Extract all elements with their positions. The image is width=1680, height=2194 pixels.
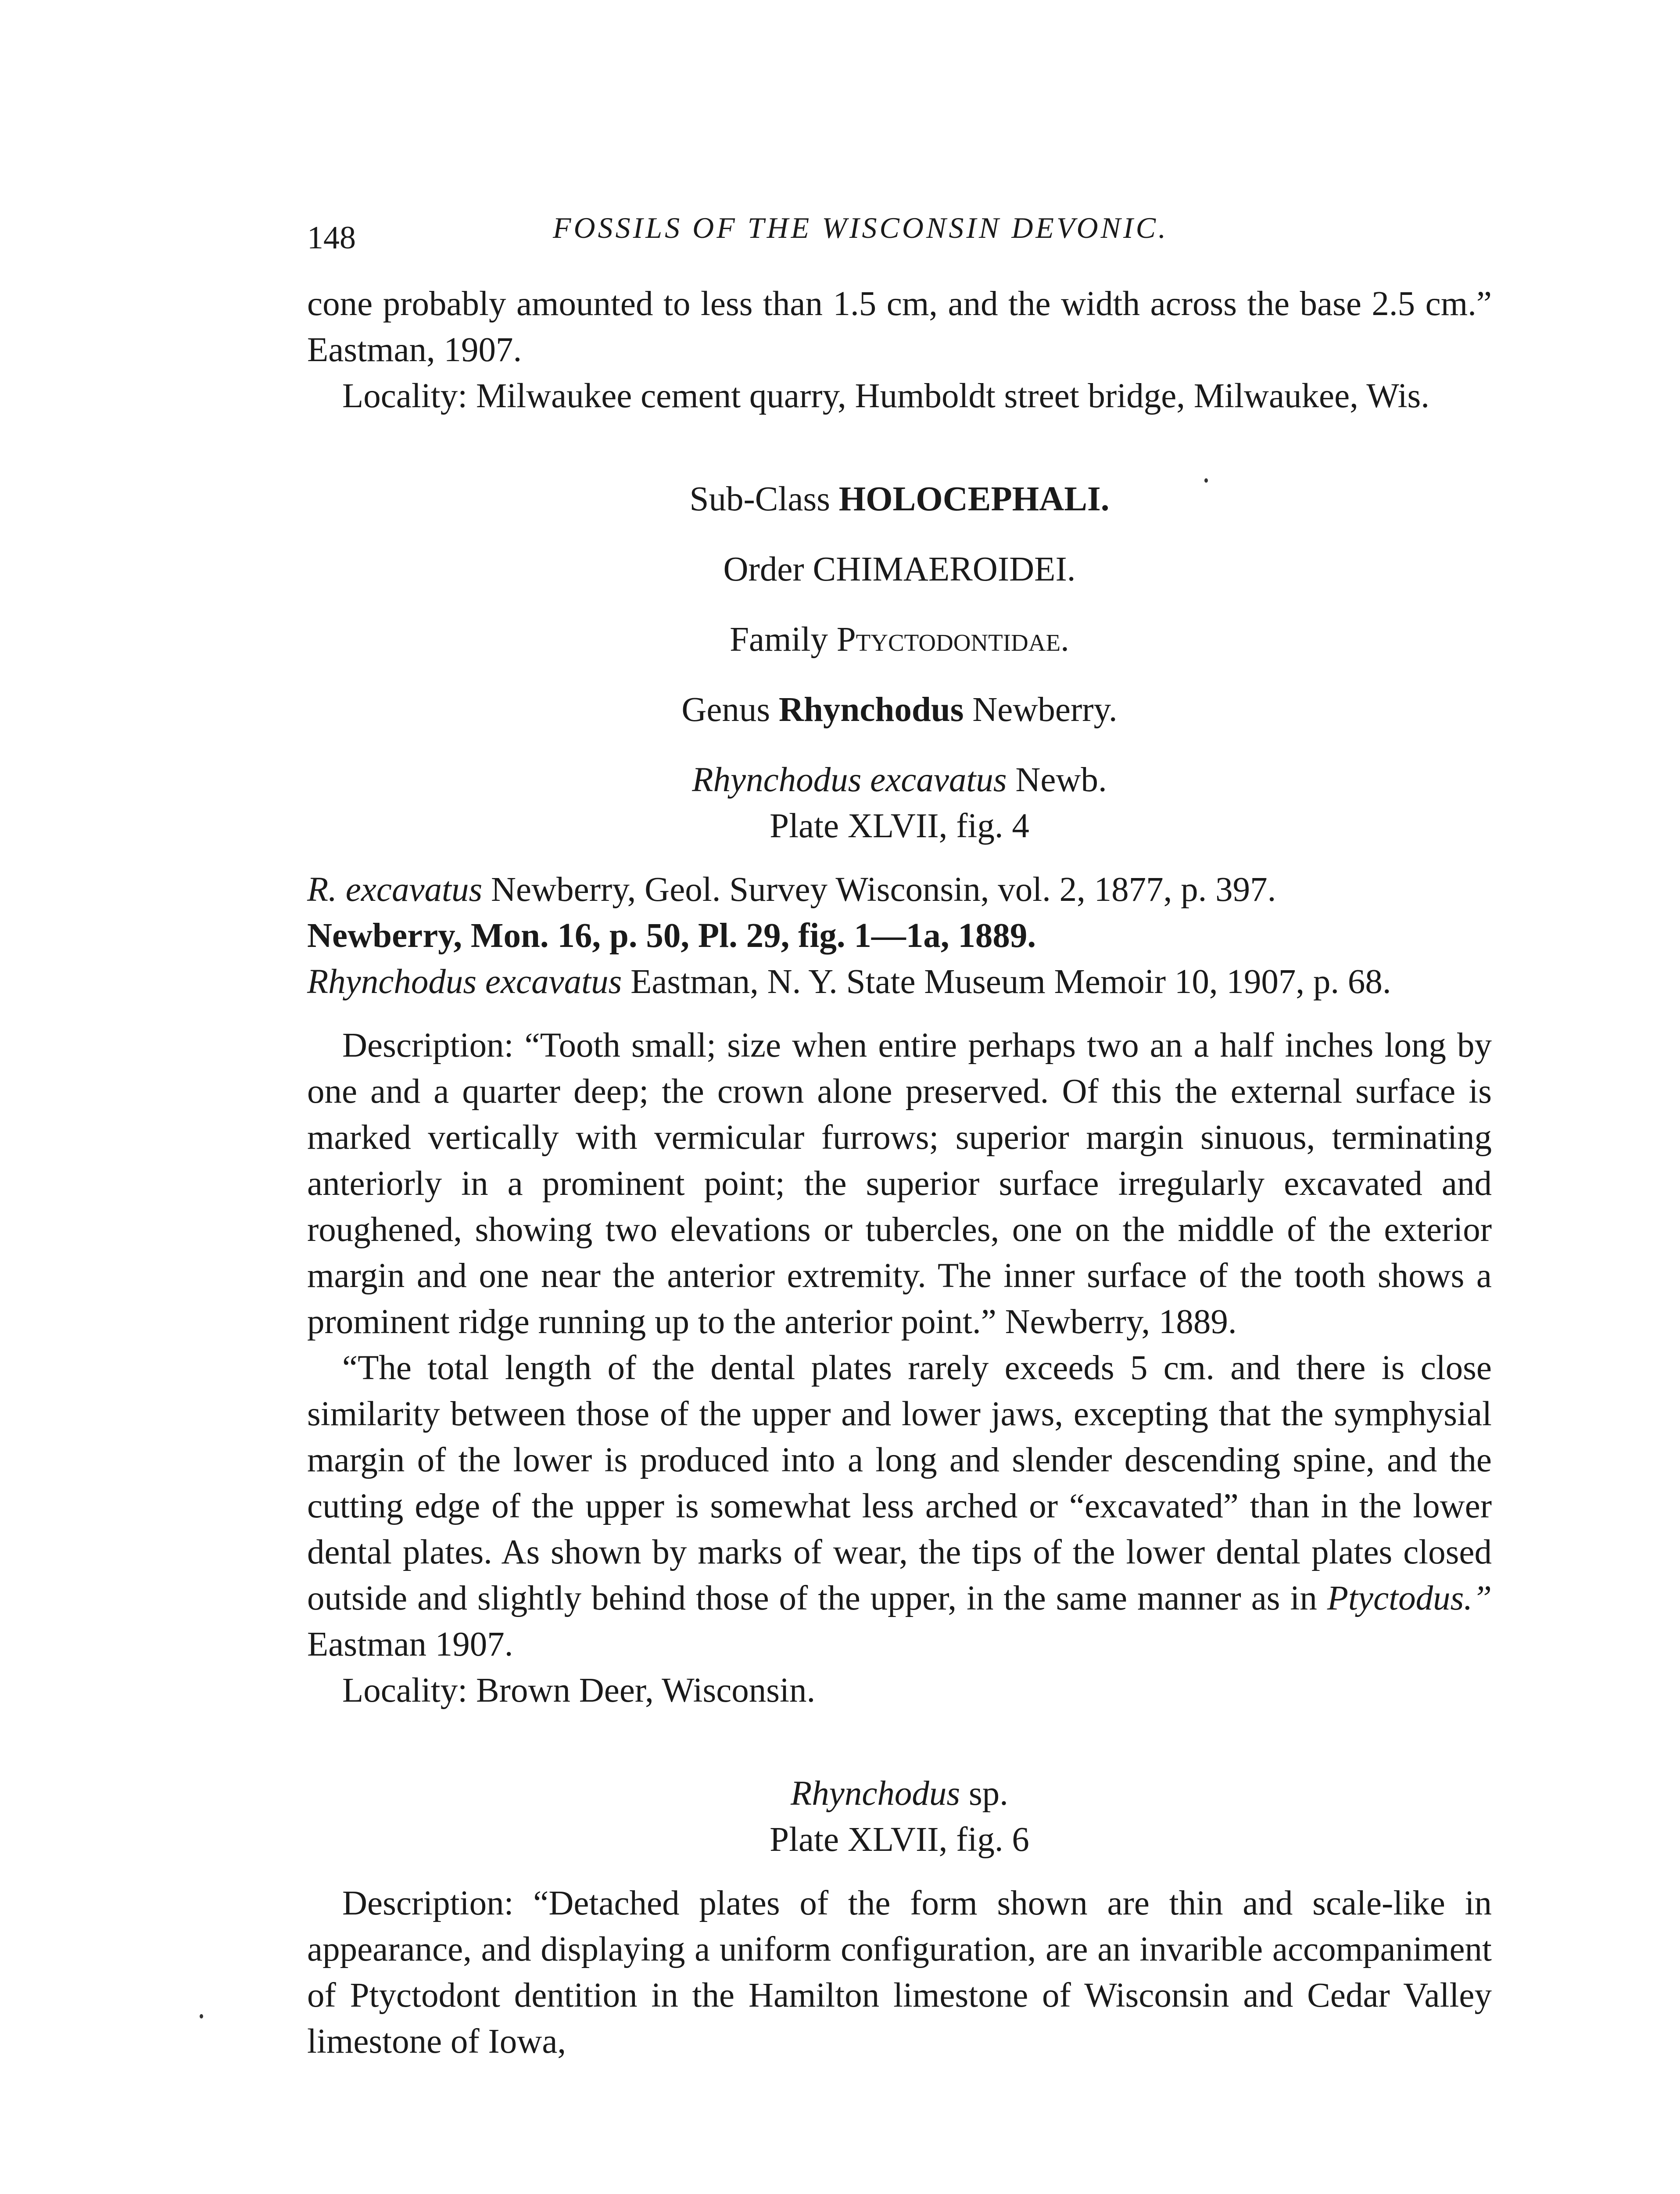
plate-reference-2: Plate XLVII, fig. 6 [770, 1821, 1029, 1859]
species-author-1: Newb. [1015, 761, 1107, 799]
synonymy-ref-2 [307, 913, 1492, 959]
intro-text: cone probably amounted to less than 1.5 cm, and the width across the base 2.5 cm.” [307, 285, 1492, 323]
locality-paragraph-1 [307, 373, 1492, 419]
description-text: “Tooth small; size when entire perhaps two an a half inches long by one and a quarter deep; the crown alone preserved. Of this the external surface is marked vertically with vermicular furrows; superior margin sinuous, terminating anteriorly in a prominent point; the superior surface irregularly excavated and roughened, showing two elevations or tubercles, one on the middle of the exterior margin and one near the anterior extremity. The inner surface of the tooth shows a prominent ridge running up to the anterior point.” Newberry, 1889. [307, 1026, 1492, 1341]
ref-text: Eastman, N. Y. State Museum Memoir 10, 1907, p. 68. [630, 963, 1391, 1001]
locality-label: Locality: [342, 377, 468, 415]
print-speck [1204, 478, 1208, 483]
locality-paragraph-2 [307, 1667, 1492, 1714]
family-prefix: Family [730, 620, 828, 659]
ref-italic: Rhynchodus excavatus [307, 963, 622, 1001]
description-text: “Detached plates of the form shown are thin and scale-like in appearance, and displaying a uniform configuration, are an invarible accompaniment of Ptyctodont dentition in the Hamilton limestone of Wisconsin and Cedar Valley limestone of Iowa, [307, 1884, 1492, 2061]
description-label: Description: [342, 1026, 514, 1065]
ref-text: Newberry, Mon. 16, p. 50, Pl. 29, fig. 1—1a, 1889. [307, 917, 1036, 955]
description-label: Description: [342, 1884, 514, 1922]
intro-author: Eastman, 1907. [307, 331, 522, 369]
locality-text: Brown Deer, Wisconsin. [476, 1671, 816, 1710]
genus-heading [307, 687, 1492, 733]
family-heading [307, 617, 1492, 663]
genus-author: Newberry. [972, 691, 1118, 729]
synonymy-ref-1 [307, 867, 1492, 913]
locality-label: Locality: [342, 1671, 468, 1710]
ref-italic: R. excavatus [307, 871, 483, 909]
quote-paragraph [307, 1345, 1492, 1667]
intro-paragraph [307, 281, 1492, 373]
body-text [307, 281, 1492, 2065]
print-speck [200, 2014, 203, 2018]
genus-name: Rhynchodus [778, 691, 964, 729]
species-heading-1 [307, 757, 1492, 803]
species-name-1: Rhynchodus excavatus [692, 761, 1007, 799]
quote-author: Eastman 1907. [307, 1625, 513, 1663]
species-heading-2 [307, 1771, 1492, 1817]
running-title: FOSSILS OF THE WISCONSIN DEVONIC. [553, 211, 1168, 244]
plate-reference-1: Plate XLVII, fig. 4 [770, 807, 1029, 845]
subclass-heading [307, 476, 1492, 522]
quote-italic: Ptyctodus.” [1327, 1579, 1492, 1617]
quote-text: “The total length of the dental plates rarely exceeds 5 cm. and there is close similarity between those of the upper and lower jaws, excepting that the symphysial margin of the lower is produced into a long and slender descending spine, and the cutting edge of the upper is somewhat less arched or “excavated” than in the lower dental plates. As shown by marks of wear, the tips of the lower dental plates closed outside and slightly behind those of the upper, in the same manner as in [307, 1349, 1492, 1617]
description-paragraph-1 [307, 1022, 1492, 1345]
locality-text: Milwaukee cement quarry, Humboldt street bridge, Milwaukee, Wis. [476, 377, 1430, 415]
species-suffix-2: sp. [968, 1775, 1008, 1813]
genus-prefix: Genus [681, 691, 770, 729]
subclass-prefix: Sub-Class [689, 480, 830, 518]
order-heading: Order CHIMAEROIDEI. [723, 550, 1076, 588]
family-name: Ptyctodontidae. [836, 620, 1069, 659]
species-name-2: Rhynchodus [791, 1775, 960, 1813]
page-header [307, 211, 1492, 263]
ref-text: Newberry, Geol. Survey Wisconsin, vol. 2, 1877, p. 397. [491, 871, 1276, 909]
page-number: 148 [307, 220, 356, 256]
synonymy-ref-3 [307, 959, 1492, 1005]
description-paragraph-2 [307, 1880, 1492, 2065]
subclass-name: HOLOCEPHALI. [838, 480, 1110, 518]
